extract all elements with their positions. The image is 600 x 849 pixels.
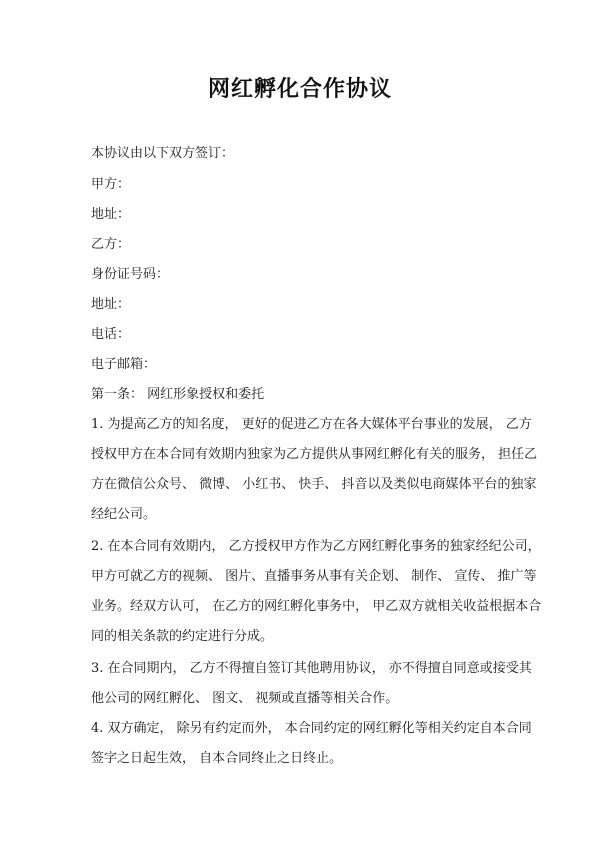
clause-line: 同的相关条款的约定进行分成。 bbox=[91, 629, 274, 644]
clause-line: 方在微信公众号、 微博、 小红书、 快手、 抖音以及类似电商媒体平台的独家 bbox=[91, 477, 537, 492]
phone-label: 电话： bbox=[91, 327, 131, 342]
clause-line: 经纪公司。 bbox=[91, 507, 157, 522]
party-b-label: 乙方： bbox=[91, 237, 131, 252]
email-label: 电子邮箱： bbox=[91, 357, 157, 372]
clause-line: 甲方可就乙方的视频、 图片、直播事务从事有关企划、 制作、 宣传、 推广等 bbox=[91, 569, 537, 584]
clause-line: 2. 在本合同有效期内， 乙方授权甲方作为乙方网红孵化事务的独家经纪公司， bbox=[91, 539, 541, 554]
address-a-label: 地址： bbox=[91, 207, 131, 222]
clause-1 bbox=[91, 410, 538, 530]
clause-3 bbox=[91, 654, 532, 714]
party-a-label: 甲方： bbox=[91, 177, 131, 192]
id-number-label: 身份证号码： bbox=[91, 267, 170, 282]
intro-text: 本协议由以下双方签订： bbox=[91, 146, 235, 161]
clause-4 bbox=[91, 714, 532, 774]
clause-line: 业务。经双方认可， 在乙方的网红孵化事务中， 甲乙双方就相关收益根据本合 bbox=[91, 599, 542, 614]
article-1-heading: 第一条： 网红形象授权和委托 bbox=[91, 387, 265, 402]
document-title: 网红孵化合作协议 bbox=[207, 76, 392, 102]
clause-line: 1. 为提高乙方的知名度， 更好的促进乙方在各大媒体平台事业的发展， 乙方 bbox=[91, 417, 532, 432]
clause-line: 4. 双方确定， 除另有约定而外， 本合同约定的网红孵化等相关约定自本合同 bbox=[91, 721, 532, 736]
address-b-label: 地址： bbox=[91, 297, 131, 312]
clause-line: 他公司的网红孵化、 图文、 视频或直播等相关合作。 bbox=[91, 691, 399, 706]
clause-line: 签字之日起生效， 自本合同终止之日终止。 bbox=[91, 751, 343, 766]
clause-2 bbox=[91, 532, 542, 652]
clause-line: 授权甲方在本合同有效期内独家为乙方提供从事网红孵化有关的服务， 担任乙 bbox=[91, 447, 538, 462]
clause-line: 3. 在合同期内， 乙方不得擅自签订其他聘用协议， 亦不得擅自同意或接受其 bbox=[91, 661, 532, 676]
